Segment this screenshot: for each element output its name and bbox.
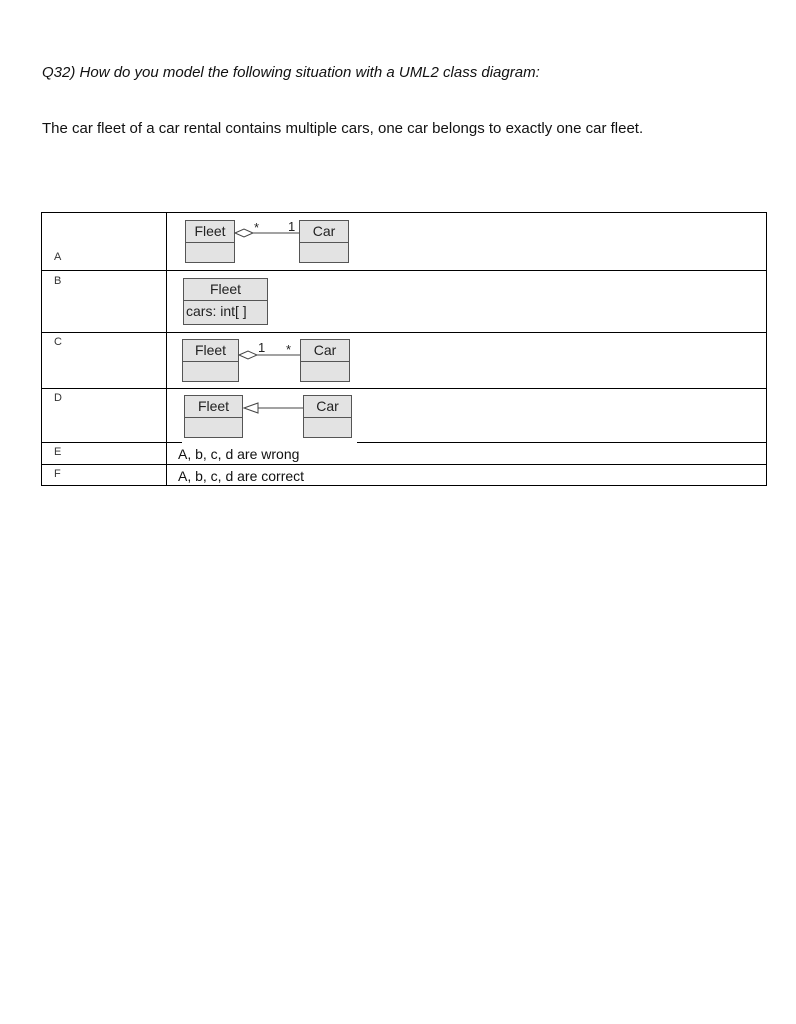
option-a-right-multiplicity: 1 [288,219,296,234]
aggregation-diamond-icon [235,229,253,237]
class-name: Fleet [186,221,234,243]
aggregation-diamond-icon [239,351,257,359]
option-f-letter[interactable]: F [54,468,61,480]
option-c-fleet-class [182,339,239,382]
row-divider [42,388,766,389]
class-name: Car [301,340,349,362]
option-e-text: A, b, c, d are wrong [178,446,300,462]
option-c-left-multiplicity: 1 [258,340,266,355]
option-e-letter[interactable]: E [54,446,62,458]
option-a-fleet-class [185,220,235,263]
class-name: Fleet [184,279,267,301]
option-c-letter[interactable]: C [54,336,62,348]
option-c-car-class [300,339,350,382]
option-c-right-multiplicity: * [286,342,292,357]
row-divider [42,332,766,333]
option-d-fleet-class [184,395,243,438]
option-a-left-multiplicity: * [254,220,260,235]
option-d-letter[interactable]: D [54,392,62,404]
column-divider [166,213,167,485]
row-divider [357,442,766,443]
class-name: Car [304,396,351,418]
question-title: Q32) How do you model the following situation with a UML2 class diagram: [42,64,540,81]
option-d-generalization-connector [243,401,303,415]
class-name: Fleet [185,396,242,418]
answer-table [41,212,767,486]
option-a-car-class [299,220,349,263]
option-b-letter[interactable]: B [54,275,62,287]
option-b-fleet-class [183,278,268,325]
class-name: Car [300,221,348,243]
inheritance-arrow-icon [244,403,258,413]
row-divider [42,464,766,465]
option-d-car-class [303,395,352,438]
scenario-text: The car fleet of a car rental contains multiple cars, one car belongs to exactly one car fleet. [42,120,644,137]
row-divider [42,270,766,271]
option-a-letter[interactable]: A [54,251,62,263]
row-divider [42,442,182,443]
class-attribute: cars: int[ ] [186,303,247,319]
option-f-text: A, b, c, d are correct [178,468,305,484]
class-name: Fleet [183,340,238,362]
